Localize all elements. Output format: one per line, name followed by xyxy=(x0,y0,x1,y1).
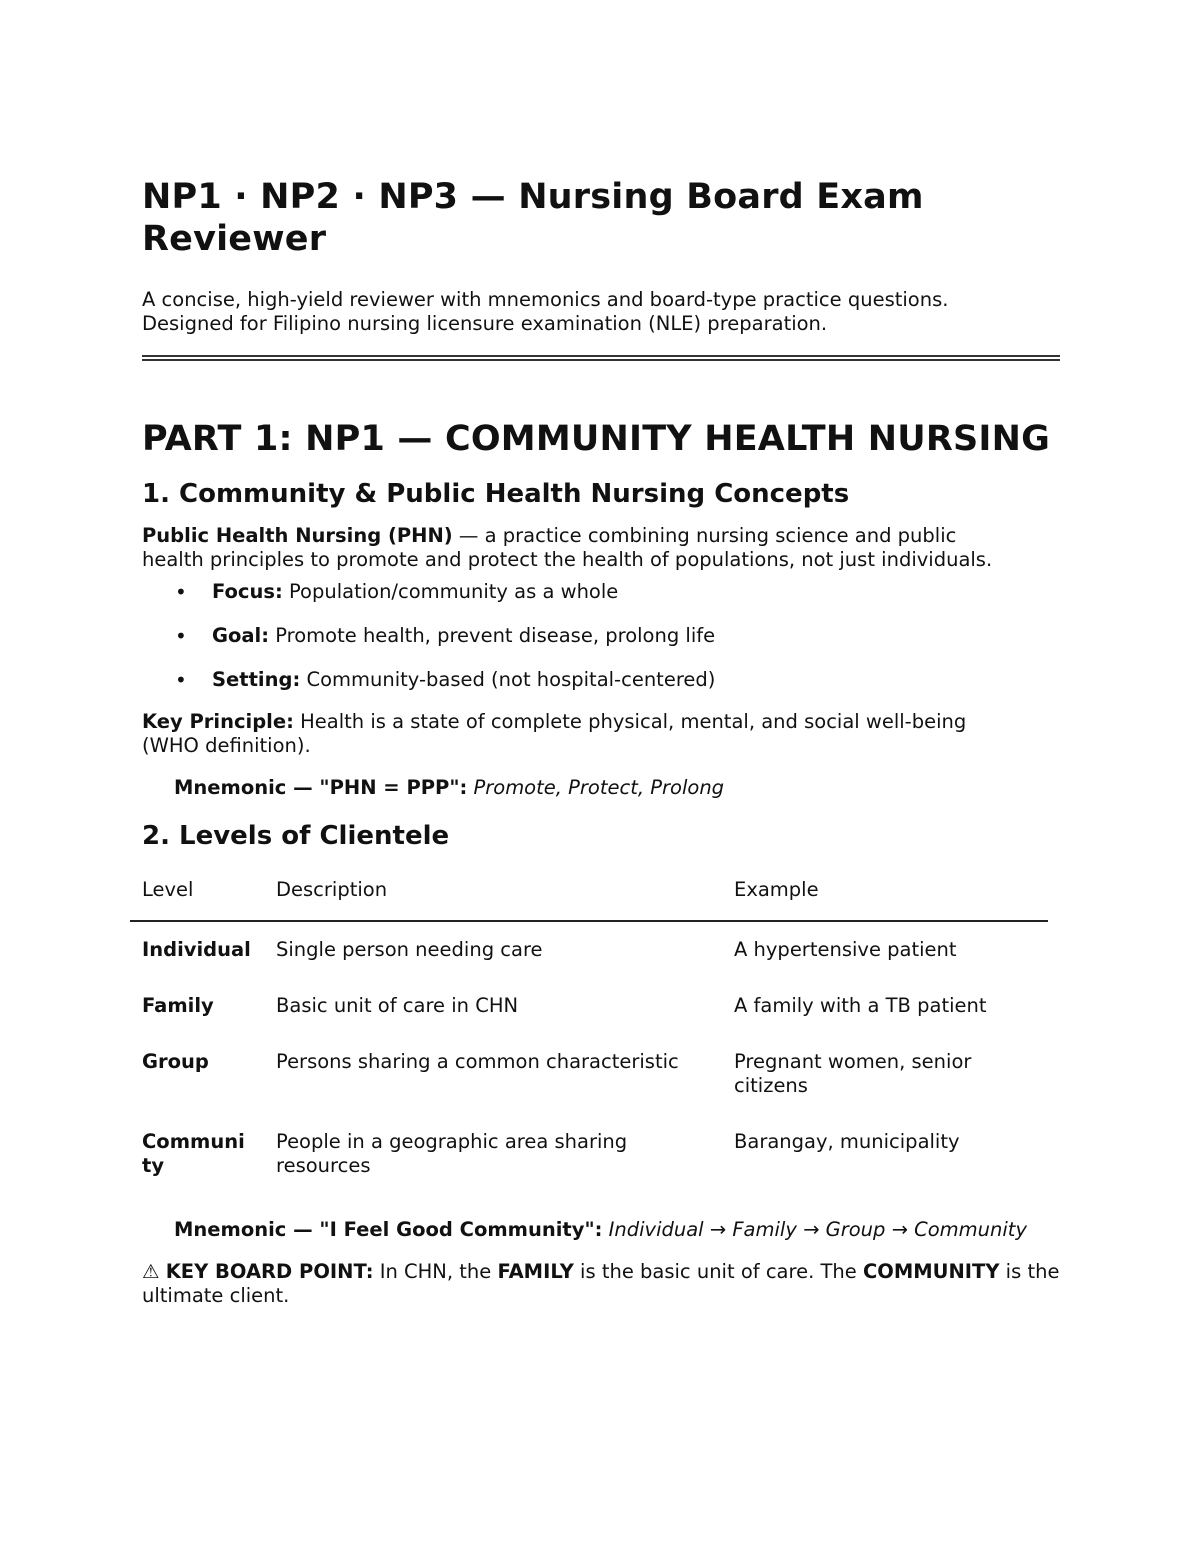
mnemonic-label: Mnemonic — "I Feel Good Community": xyxy=(174,1218,603,1241)
level-cell: Group xyxy=(142,1050,209,1073)
key-principle-text-1: Health is a state of complete physical, mental, and social well-being xyxy=(293,710,967,733)
phn-term: Public Health Nursing (PHN) xyxy=(142,524,453,547)
list-item xyxy=(142,624,1062,648)
phn-bullet-list xyxy=(142,580,1062,692)
description-cell: Persons sharing a common characteristic xyxy=(276,1050,679,1073)
mnemonic-text: Individual → Family → Group → Community xyxy=(608,1218,1027,1241)
bullet-label: Setting: xyxy=(212,668,301,691)
section-2-title: 2. Levels of Clientele xyxy=(142,821,450,851)
key-principle-text-2: (WHO definition). xyxy=(142,734,311,757)
part-1-title: PART 1: NP1 — COMMUNITY HEALTH NURSING xyxy=(142,419,1051,459)
subtitle-line-2: Designed for Filipino nursing licensure examination (NLE) preparation. xyxy=(142,312,828,335)
level-cell: Individual xyxy=(142,938,251,961)
table-header-row xyxy=(130,868,1048,921)
bullet-icon: • xyxy=(175,668,187,692)
mnemonic-label: Mnemonic — "PHN = PPP": xyxy=(174,776,468,799)
example-cell: A hypertensive patient xyxy=(734,938,957,961)
table-row xyxy=(130,1114,1048,1194)
phn-definition xyxy=(142,524,1062,572)
level-cell: Family xyxy=(142,994,214,1017)
subtitle-line-1: A concise, high-yield reviewer with mnemonics and board-type practice questions. xyxy=(142,288,949,311)
bullet-icon: • xyxy=(175,580,187,604)
column-header-example: Example xyxy=(722,868,1048,921)
description-cell: Single person needing care xyxy=(276,938,543,961)
key-board-point-emphasis: COMMUNITY xyxy=(862,1260,1000,1283)
key-principle xyxy=(142,710,1062,758)
table-row xyxy=(130,1034,1048,1114)
table-row xyxy=(130,921,1048,978)
key-board-point-text: is the basic unit of care. The xyxy=(573,1260,863,1283)
column-header-level: Level xyxy=(130,868,264,921)
list-item xyxy=(142,668,1062,692)
description-cell: People in a geographic area sharing resources xyxy=(276,1130,628,1177)
key-board-point-emphasis: FAMILY xyxy=(497,1260,574,1283)
warning-icon: ⚠ xyxy=(142,1260,160,1283)
section-1-title: 1. Community & Public Health Nursing Concepts xyxy=(142,479,850,509)
mnemonic-phn xyxy=(142,776,1062,800)
example-cell: Barangay, municipality xyxy=(734,1130,960,1153)
bullet-label: Goal: xyxy=(212,624,270,647)
key-principle-label: Key Principle: xyxy=(142,710,294,733)
mnemonic-text: Promote, Protect, Prolong xyxy=(473,776,725,799)
key-board-point-text: is the ultimate client. xyxy=(142,1260,1060,1307)
key-board-point-text: In CHN, the xyxy=(373,1260,498,1283)
example-cell: Pregnant women, senior citizens xyxy=(734,1050,972,1097)
table-row xyxy=(130,978,1048,1034)
bullet-label: Focus: xyxy=(212,580,283,603)
bullet-text: Community-based (not hospital-centered) xyxy=(300,668,716,691)
phn-definition-text-2: health principles to promote and protect the health of populations, not just individuals. xyxy=(142,548,993,571)
key-board-point xyxy=(142,1260,1062,1308)
document-subtitle xyxy=(142,288,1062,336)
document-content xyxy=(142,176,1062,1308)
mnemonic-clientele xyxy=(142,1218,1062,1242)
example-cell: A family with a TB patient xyxy=(734,994,987,1017)
bullet-text: Promote health, prevent disease, prolong life xyxy=(269,624,716,647)
bullet-text: Population/community as a whole xyxy=(282,580,619,603)
levels-of-clientele-table xyxy=(130,868,1048,1194)
list-item xyxy=(142,580,1062,604)
header-divider xyxy=(142,355,1060,361)
level-cell: Community xyxy=(142,1130,245,1177)
description-cell: Basic unit of care in CHN xyxy=(276,994,519,1017)
key-board-point-label: KEY BOARD POINT: xyxy=(165,1260,374,1283)
phn-definition-text-1: — a practice combining nursing science and public xyxy=(452,524,957,547)
column-header-description: Description xyxy=(264,868,722,921)
document-title: NP1 · NP2 · NP3 — Nursing Board Exam Reviewer xyxy=(142,177,924,259)
bullet-icon: • xyxy=(175,624,187,648)
